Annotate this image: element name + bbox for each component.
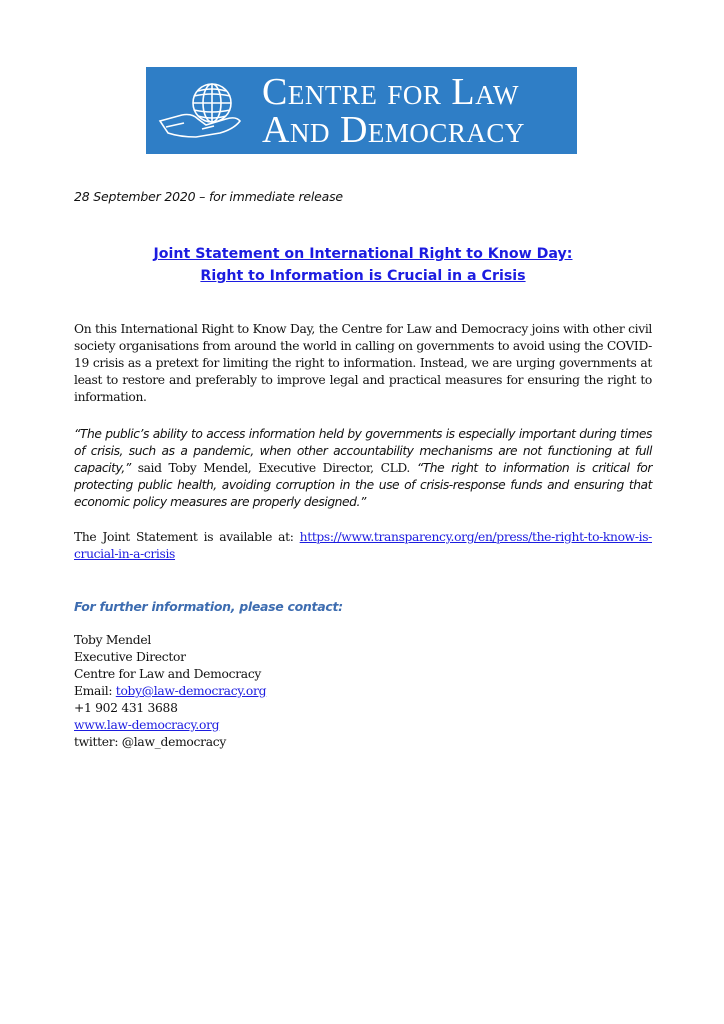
contact-website-line: [74, 717, 266, 734]
contact-role: Executive Director: [74, 650, 186, 664]
contact-email-line: [74, 683, 266, 700]
email-link[interactable]: toby@law-democracy.org: [115, 684, 267, 698]
title-line-1: Joint Statement on International Right to Know Day:: [153, 246, 573, 262]
contact-block: [74, 632, 266, 751]
intro-paragraph: On this International Right to Know Day, the Centre for Law and Democracy joins with other civil society organisations from around the world in calling on governments to avoid using the COVID-19 crisis as a pretext for limiting the right to information. Instead, we are urging governments at least to restore and preferably to improve legal and practical measures for ensuring the right to information.: [74, 322, 652, 404]
document-title: [74, 243, 652, 287]
contact-org: Centre for Law and Democracy: [74, 667, 262, 681]
further-info-heading: For further information, please contact:: [74, 599, 343, 614]
contact-phone: +1 902 431 3688: [74, 701, 178, 715]
quote-part-1: “The public’s ability to access information held by governments is especially important during times of crisis, such as a pandemic, when other accountability mechanisms are not functioning at full capacity,”: [74, 427, 652, 475]
quote-part-2: “The right to information is critical for protecting public health, avoiding corruption in the use of crisis-response funds and ensuring that economic policy measures are properly designed.”: [74, 461, 652, 509]
joint-statement-link[interactable]: https://www.transparency.org/en/press/the-right-to-know-is-crucial-in-a-crisis: [74, 530, 652, 561]
title-line-2: Right to Information is Crucial in a Crisis: [200, 268, 526, 284]
release-date-line: 28 September 2020 – for immediate release: [74, 189, 343, 204]
joint-statement-text: The Joint Statement is available at:: [74, 530, 300, 544]
joint-statement-paragraph: [74, 529, 652, 563]
quote-paragraph: [74, 426, 652, 511]
quote-attribution: said Toby Mendel, Executive Director, CLD.: [130, 461, 417, 475]
globe-in-hand-icon: [156, 75, 252, 147]
email-label: Email:: [74, 684, 116, 698]
website-link[interactable]: www.law-democracy.org: [74, 718, 220, 732]
contact-twitter: twitter: @law_democracy: [74, 735, 226, 749]
logo-line-1: CENTRE FOR LAW: [262, 71, 519, 113]
contact-name: Toby Mendel: [74, 633, 151, 647]
cld-logo-banner: [146, 67, 577, 154]
logo-line-2: AND DEMOCRACY: [262, 109, 525, 151]
